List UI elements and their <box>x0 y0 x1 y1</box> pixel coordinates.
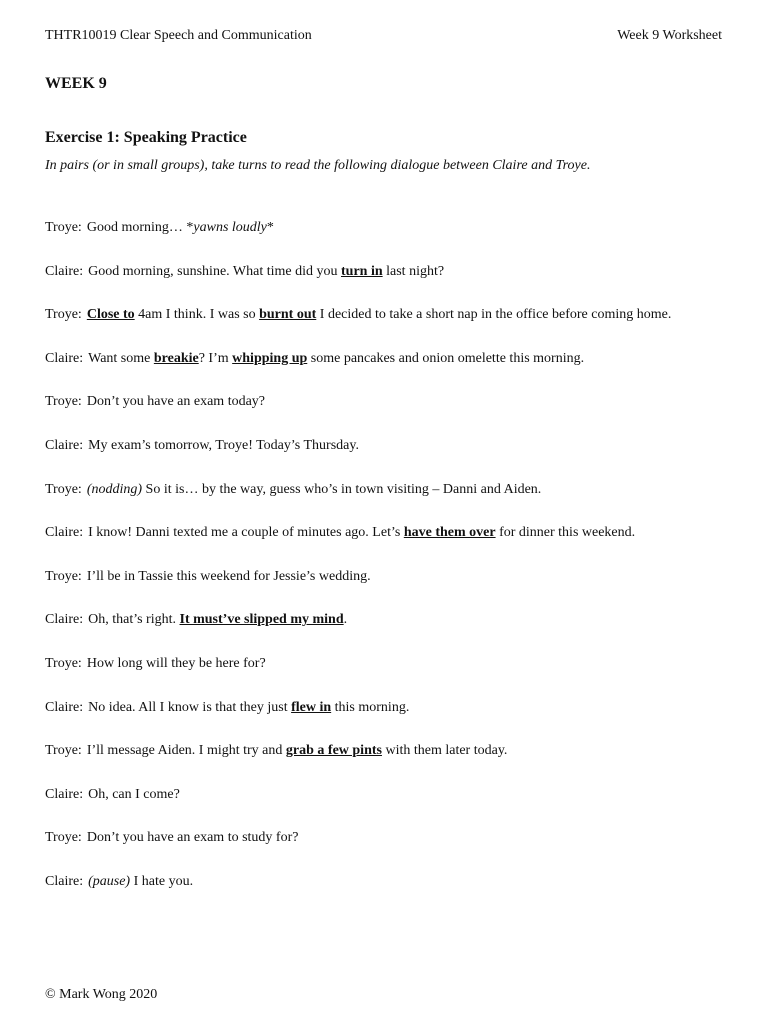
highlighted-phrase: whipping up <box>232 350 308 366</box>
line-text: some pancakes and onion omelette this morning. <box>307 350 585 366</box>
speaker-label: Claire: <box>45 525 84 541</box>
exercise-title: Exercise 1: Speaking Practice <box>45 129 247 146</box>
dialogue-line <box>45 525 635 541</box>
line-text: I decided to take a short nap in the office before coming home. <box>316 307 672 323</box>
line-text: No idea. All I know is that they just <box>88 699 292 715</box>
exercise-instructions: In pairs (or in small groups), take turns to read the following dialogue between Claire and Troye. <box>45 158 591 173</box>
speaker-label: Claire: <box>45 438 84 453</box>
speaker-label: Troye: <box>45 307 82 323</box>
highlighted-phrase: It must’ve slipped my mind <box>179 612 344 628</box>
speaker-label: Claire: <box>45 874 84 889</box>
dialogue-line <box>45 612 347 628</box>
header-course-title: THTR10019 Clear Speech and Communication <box>45 28 312 43</box>
dialogue-line <box>45 394 265 410</box>
speaker-label: Troye: <box>45 656 82 671</box>
dialogue-line <box>45 700 409 716</box>
line-text: Good morning… * <box>86 220 194 235</box>
highlighted-phrase: have them over <box>403 525 496 541</box>
highlighted-phrase: burnt out <box>259 307 317 323</box>
line-text: Oh, can I come? <box>88 786 180 802</box>
line-text: 4am I think. I was so <box>134 307 260 323</box>
dialogue-line <box>45 874 193 890</box>
line-text: Don’t you have an exam to study for? <box>86 830 299 846</box>
line-text: Don’t you have an exam today? <box>86 394 266 410</box>
line-text: for dinner this weekend. <box>495 525 636 541</box>
line-text: ? I’m <box>198 350 233 366</box>
dialogue-line <box>45 830 298 846</box>
dialogue-line <box>45 438 359 454</box>
speaker-label: Troye: <box>45 481 82 497</box>
line-text: I’ll message Aiden. I might try and <box>86 743 286 759</box>
line-text: last night? <box>382 263 445 279</box>
dialogue-line <box>45 264 444 280</box>
line-text: So it is… by the way, guess who’s in town visiting – Danni and Aiden. <box>142 481 542 497</box>
highlighted-phrase: grab a few pints <box>285 743 382 759</box>
line-text: My exam’s tomorrow, Troye! Today’s Thursday. <box>88 438 359 453</box>
dialogue-line <box>45 656 266 672</box>
stage-direction: (pause) <box>88 874 131 889</box>
speaker-label: Troye: <box>45 743 82 759</box>
speaker-label: Troye: <box>45 394 82 410</box>
speaker-label: Claire: <box>45 612 84 628</box>
line-text: this morning. <box>331 699 410 715</box>
line-text: * <box>266 220 274 235</box>
speaker-label: Troye: <box>45 830 82 846</box>
speaker-label: Claire: <box>45 350 84 366</box>
line-text: I hate you. <box>130 874 194 889</box>
dialogue-line <box>45 569 371 585</box>
line-text: Want some <box>88 350 154 366</box>
highlighted-phrase: flew in <box>291 699 332 715</box>
dialogue-line <box>45 307 671 323</box>
dialogue-line <box>45 787 180 803</box>
highlighted-phrase: breakie <box>153 350 199 366</box>
dialogue-line <box>45 482 541 498</box>
line-text: Oh, that’s right. <box>88 612 180 628</box>
speaker-label: Troye: <box>45 568 82 584</box>
speaker-label: Claire: <box>45 263 84 279</box>
copyright-footer: © Mark Wong 2020 <box>45 987 158 1002</box>
dialogue-line <box>45 743 507 759</box>
dialogue-line <box>45 220 274 236</box>
week-heading: WEEK 9 <box>45 75 107 92</box>
line-text: How long will they be here for? <box>86 656 266 671</box>
highlighted-phrase: turn in <box>341 263 383 279</box>
line-text: . <box>343 612 348 628</box>
line-text: I’ll be in Tassie this weekend for Jessie’s wedding. <box>86 568 371 584</box>
speaker-label: Troye: <box>45 220 82 235</box>
speaker-label: Claire: <box>45 786 84 802</box>
line-text: Good morning, sunshine. What time did you <box>88 263 341 279</box>
line-text: I know! Danni texted me a couple of minutes ago. Let’s <box>88 525 404 541</box>
header-worksheet-label: Week 9 Worksheet <box>617 28 722 43</box>
stage-direction: (nodding) <box>86 481 143 497</box>
dialogue-line <box>45 351 584 367</box>
line-text: with them later today. <box>381 743 508 759</box>
stage-direction: yawns loudly <box>193 220 267 235</box>
speaker-label: Claire: <box>45 699 84 715</box>
highlighted-phrase: Close to <box>86 307 135 323</box>
